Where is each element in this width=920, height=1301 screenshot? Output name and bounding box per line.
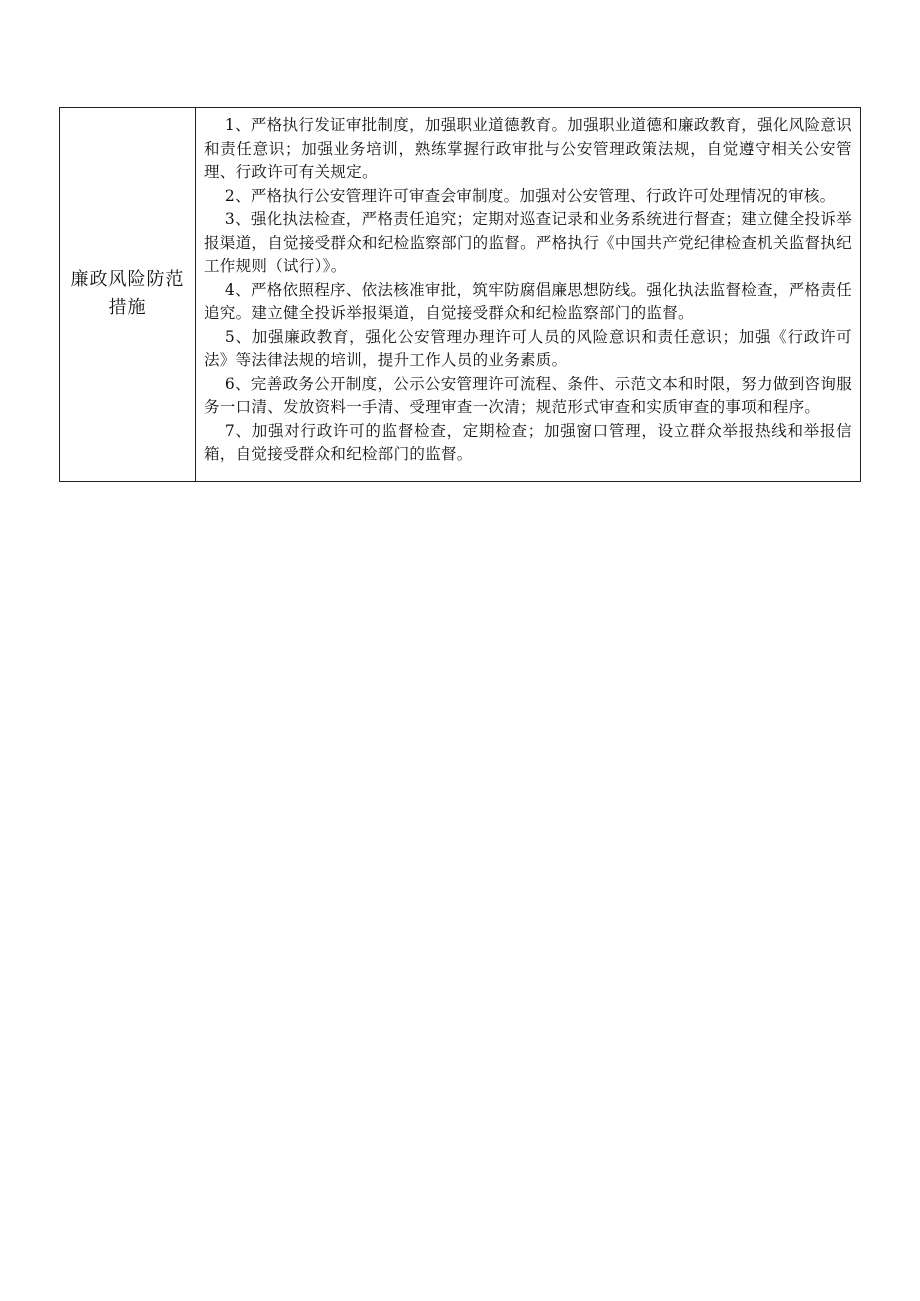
measure-item-3: 3、强化执法检查，严格责任追究；定期对巡查记录和业务系统进行督查；建立健全投诉举报渠道，自觉接受群众和纪检监察部门的监督。严格执行《中国共产党纪律检查机关监督执纪工作规则（试行）》。 [204,210,852,275]
measure-item-5: 5、加强廉政教育，强化公安管理办理许可人员的风险意识和责任意识；加强《行政许可法》等法律法规的培训，提升工作人员的业务素质。 [204,327,852,369]
measures-content-cell [196,108,861,482]
measure-item-6: 6、完善政务公开制度，公示公安管理许可流程、条件、示范文本和时限，努力做到咨询服务一口清、发放资料一手清、受理审查一次清；规范形式审查和实质审查的事项和程序。 [204,374,852,416]
measure-item-2: 2、严格执行公安管理许可审查会审制度。加强对公安管理、行政许可处理情况的审核。 [224,186,836,205]
row-label: 廉政风险防范措施 [70,269,185,319]
risk-measures-table [59,107,861,482]
table-row [60,108,861,482]
measure-item-7: 7、加强对行政许可的监督检查，定期检查；加强窗口管理，设立群众举报热线和举报信箱，自觉接受群众和纪检部门的监督。 [204,421,852,463]
row-label-cell [60,108,196,482]
measure-item-4: 4、严格依照程序、依法核准审批，筑牢防腐倡廉思想防线。强化执法监督检查，严格责任追究。建立健全投诉举报渠道，自觉接受群众和纪检监察部门的监督。 [204,280,852,322]
measure-item-1: 1、严格执行发证审批制度，加强职业道德教育。加强职业道德和廉政教育，强化风险意识和责任意识；加强业务培训，熟练掌握行政审批与公安管理政策法规，自觉遵守相关公安管理、行政许可有关规定。 [204,116,852,181]
